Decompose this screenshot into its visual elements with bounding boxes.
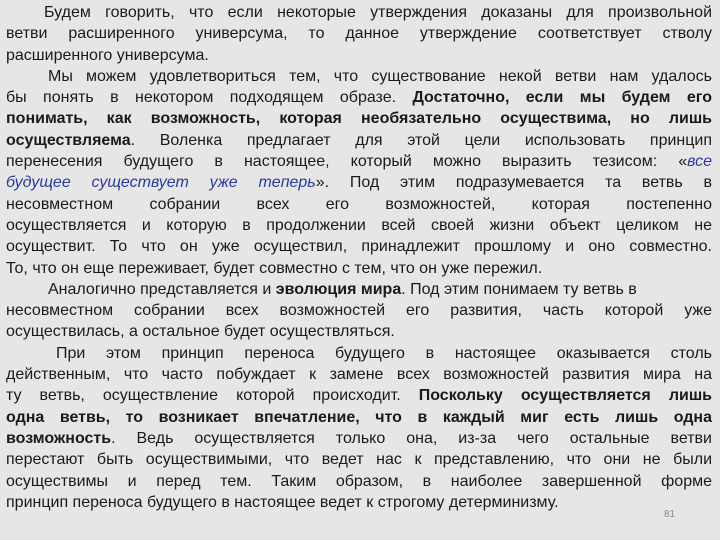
- text-span: . Воленка предлагает для этой цели использовать принцип: [130, 131, 712, 149]
- emphasis-text: возможность: [6, 429, 112, 447]
- text-line: [6, 87, 712, 108]
- text-line: перестают быть осуществимыми, что ведет нас к представлению, что они не были: [6, 451, 712, 469]
- paragraph-4: [6, 343, 712, 513]
- page-number: 81: [664, 509, 676, 520]
- paragraph-3: [6, 279, 712, 343]
- emphasis-text: эволюция мира: [275, 280, 402, 298]
- text-span: . Ведь осуществляется только она, из-за чего остальные ветви: [111, 429, 712, 447]
- text-line: осуществит. То что он уже осуществил, принадлежит прошлому и оно совместно.: [6, 238, 712, 256]
- emphasis-line: понимать, как возможность, которая необязательно осуществима, но лишь: [6, 110, 712, 128]
- paragraph-1: [6, 2, 712, 66]
- text-line: [6, 151, 712, 172]
- emphasis-text: Достаточно, если мы будем его: [412, 89, 712, 107]
- thesis-quote: все: [687, 153, 712, 171]
- text-line: [6, 130, 712, 151]
- text-line: При этом принцип переноса будущего в настоящее оказывается столь: [56, 344, 712, 362]
- text-span: Аналогично представляется и: [48, 280, 272, 298]
- text-line: осуществимы и перед тем. Таким образом, в наиболее завершенной форме: [6, 472, 712, 490]
- text-span: . Под этим понимаем ту ветвь в: [401, 280, 637, 298]
- text-line: ветви расширенного универсума, то данное утверждение соответствует стволу: [6, 25, 712, 43]
- text-line: [6, 172, 712, 193]
- text-line: осуществляется и которую в продолжении всей своей жизни объект целиком не: [6, 216, 712, 234]
- text-line: несовместном собрании всех возможностей его развития, часть которой уже: [6, 302, 712, 320]
- text-line: [6, 385, 712, 406]
- text-line: несовместном собрании всех его возможностей, которая постепенно: [6, 195, 712, 213]
- text-line: действенным, что часто побуждает к замене всех возможностей развития мира на: [6, 366, 712, 384]
- emphasis-text: Поскольку осуществляется лишь: [418, 387, 712, 405]
- paragraph-2: [6, 66, 712, 279]
- text-line: [6, 279, 712, 300]
- text-line: Будем говорить, что если некоторые утверждения доказаны для произвольной: [44, 4, 712, 21]
- text-span: бы понять в некотором подходящем образе.: [6, 89, 397, 107]
- thesis-quote: будущее существует уже теперь: [6, 174, 316, 192]
- emphasis-text: осуществляема: [6, 131, 131, 149]
- text-line: расширенного универсума.: [6, 46, 209, 64]
- text-span: ». Под этим подразумевается та ветвь в: [315, 174, 712, 192]
- text-line: [6, 428, 712, 449]
- text-line: принцип переноса будущего в настоящее ведет к строгому детерминизму.: [6, 493, 559, 511]
- text-span: ту ветвь, осуществление которой происходит.: [6, 387, 401, 405]
- text-line: Мы можем удовлетвориться тем, что существование некой ветви нам удалось: [48, 67, 712, 85]
- text-line: осуществилась, а остальное будет осуществляться.: [6, 323, 395, 341]
- emphasis-line: одна ветвь, то возникает впечатление, что в каждый миг есть лишь одна: [6, 408, 712, 426]
- text-line: То, что он еще переживает, будет совместно с тем, что он уже пережил.: [6, 259, 543, 277]
- text-span: перенесения будущего в настоящее, который можно выразить тезисом: «: [6, 153, 688, 171]
